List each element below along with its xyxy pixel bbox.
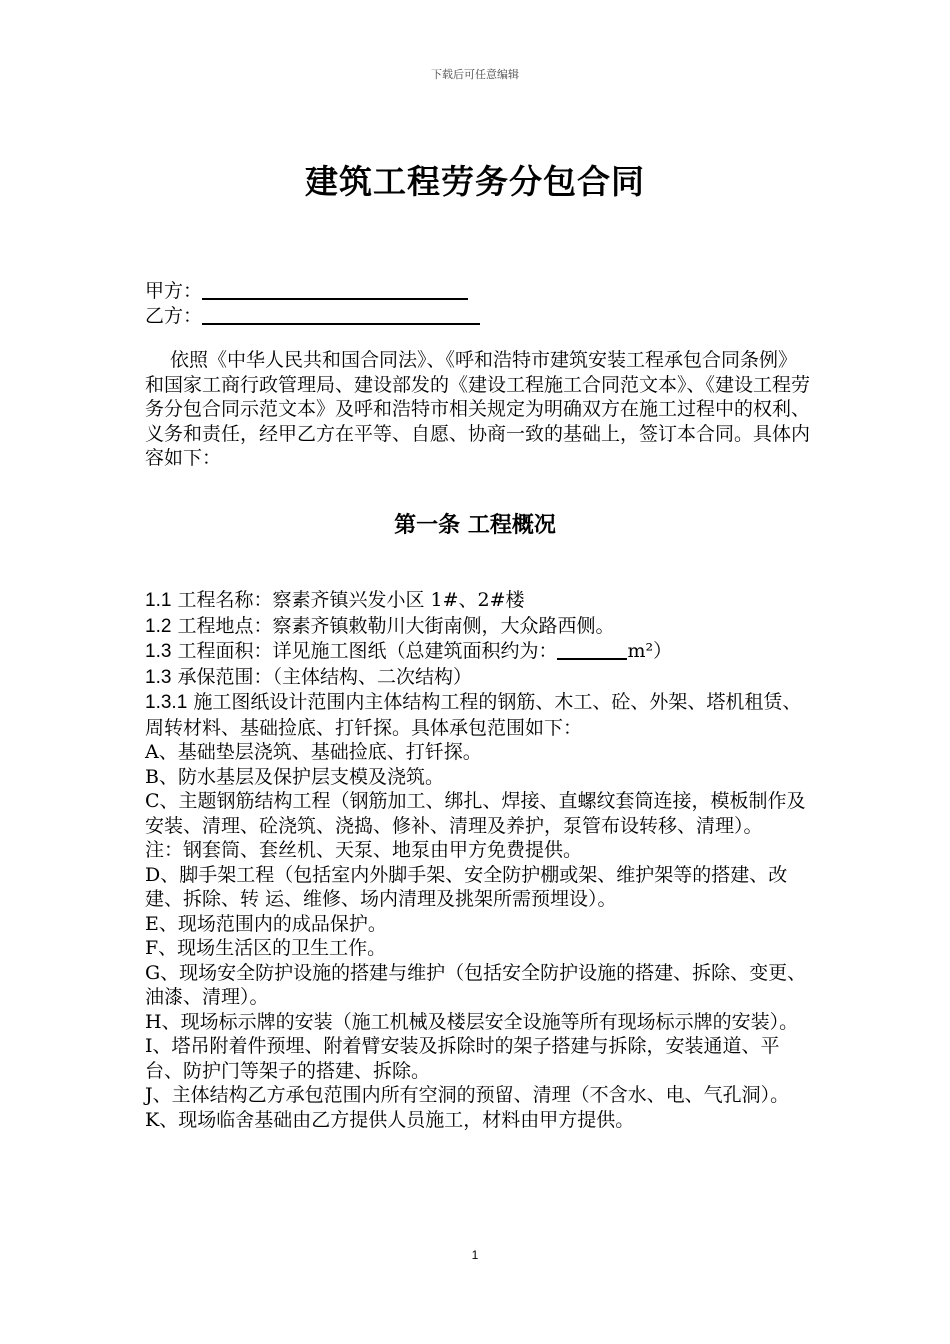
intro-paragraph: 依照《中华人民共和国合同法》、《呼和浩特市建筑安装工程承包合同条例》和国家工商行政管理局、建设部发的《建设工程施工合同范文本》、《建设工程劳务分包合同示范文本》及呼和浩特市相关规定为明确双方在施工过程中的权利、义务和责任，经甲乙方在平等、自愿、协商一致的基础上，签订本合同。具体内容如下： <box>145 349 811 469</box>
list-item: F、现场生活区的卫生工作。 <box>145 937 387 959</box>
list-item: E、现场范围内的成品保护。 <box>145 912 387 935</box>
area-blank <box>557 640 627 660</box>
list-item: B、防水基层及保护层支模及浇筑。 <box>145 765 444 788</box>
list-item: 1.1 工程名称：察素齐镇兴发小区 1#、2#楼 <box>145 589 525 611</box>
party-b-blank <box>202 305 480 325</box>
document-title: 建筑工程劳务分包合同 <box>305 162 645 201</box>
list-item: 1.3.1 施工图纸设计范围内主体结构工程的钢筋、木工、砼、外架、塔机租赁、周转材料、基础捡底、打钎探。具体承包范围如下： <box>145 691 802 739</box>
list-item: A、基础垫层浇筑、基础捡底、打钎探。 <box>145 741 482 763</box>
party-a-blank <box>202 280 468 300</box>
party-a-row <box>145 279 468 303</box>
page-header: 下载后可任意编辑 <box>431 68 519 81</box>
list-item: 1.3 工程面积：详见施工图纸（总建筑面积约为： m²） <box>145 640 673 662</box>
list-item: J、主体结构乙方承包范围内所有空洞的预留、清理（不含水、电、气孔洞）。 <box>145 1084 790 1106</box>
list-item: K、现场临舍基础由乙方提供人员施工，材料由甲方提供。 <box>145 1108 635 1131</box>
list-item: 1.3 承保范围：（主体结构、二次结构） <box>145 665 472 688</box>
list-item: H、现场标示牌的安装（施工机械及楼层安全设施等所有现场标示牌的安装）。 <box>145 1010 799 1033</box>
list-item: 注：钢套筒、套丝机、天泵、地泵由甲方免费提供。 <box>145 839 583 861</box>
list-item: C、主题钢筋结构工程（钢筋加工、绑扎、焊接、直螺纹套筒连接，模板制作及安装、清理、砼浇筑、浇捣、修补、清理及养护，泵管布设转移、清理）。 <box>145 790 806 837</box>
party-a-label: 甲方： <box>145 280 203 302</box>
section-heading: 第一条 工程概况 <box>394 512 556 538</box>
list-item: I、塔吊附着件预埋、附着臂安装及拆除时的架子搭建与拆除，安装通道、平台、防护门等架子的搭建、拆除。 <box>145 1035 780 1082</box>
party-b-label: 乙方： <box>145 305 203 327</box>
list-item: G、现场安全防护设施的搭建与维护（包括安全防护设施的搭建、拆除、变更、油漆、清理）。 <box>145 961 807 1008</box>
project-overview-list <box>145 588 810 1132</box>
list-item: 1.2 工程地点：察素齐镇敕勒川大街南侧，大众路西侧。 <box>145 614 615 637</box>
list-item: D、脚手架工程（包括室内外脚手架、安全防护棚或架、维护架等的搭建、改建、拆除、转 运、维修、场内清理及挑架所需预埋设）。 <box>145 863 788 910</box>
party-b-row <box>145 304 480 328</box>
page-number: 1 <box>471 1248 479 1262</box>
